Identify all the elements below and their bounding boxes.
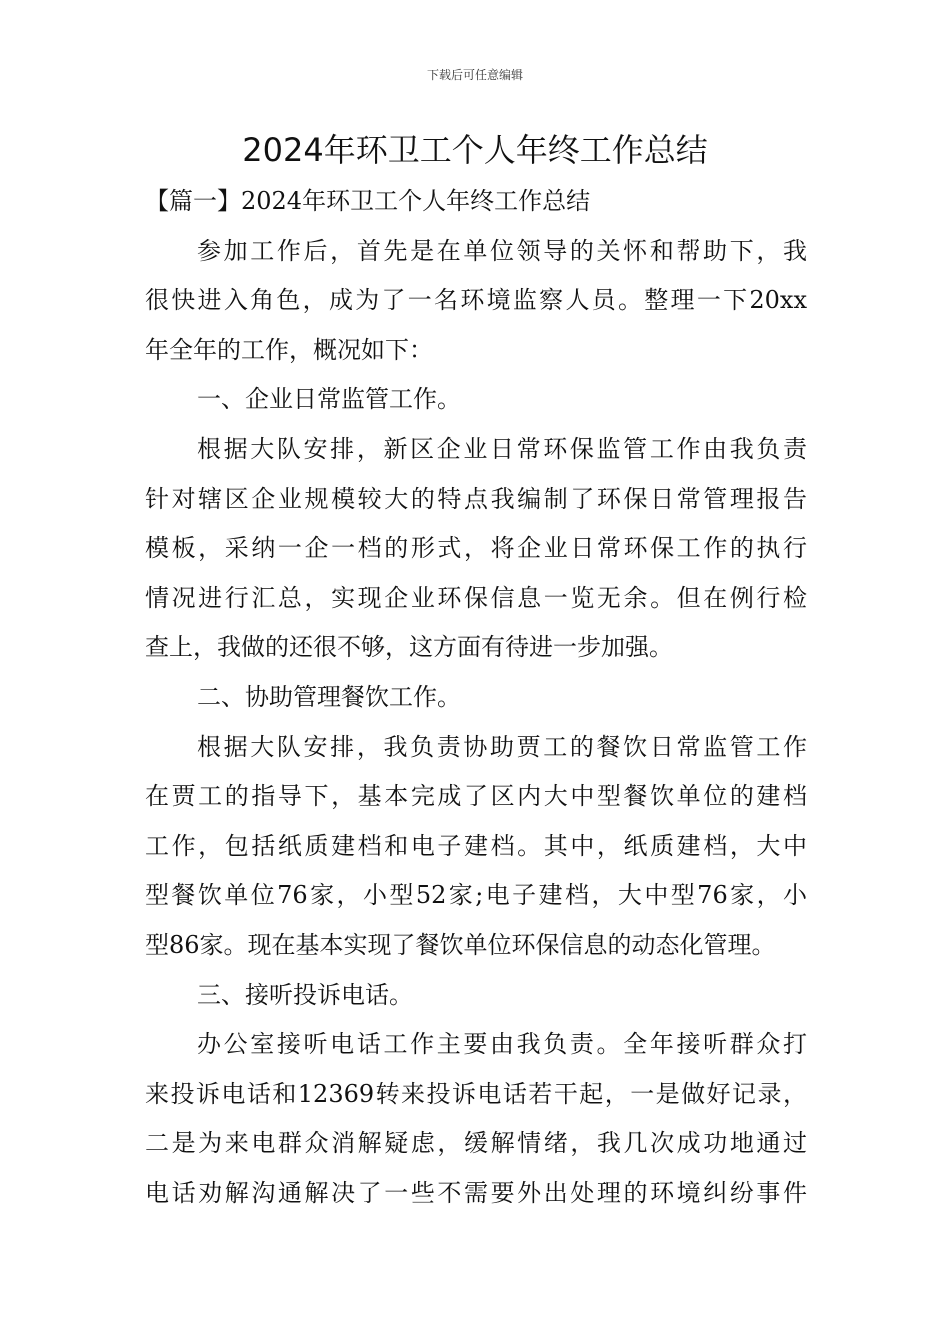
body-line: 在贾工的指导下，基本完成了区内大中型餐饮单位的建档 bbox=[145, 782, 807, 811]
document-title: 2024年环卫工个人年终工作总结 bbox=[242, 131, 708, 169]
body-line: 二、协助管理餐饮工作。 bbox=[197, 682, 461, 711]
body-line: 一、企业日常监管工作。 bbox=[197, 385, 461, 414]
body-line: 模板，采纳一企一档的形式，将企业日常环保工作的执行 bbox=[145, 534, 807, 563]
body-line: 根据大队安排，新区企业日常环保监管工作由我负责 bbox=[197, 434, 807, 463]
body-line: 来投诉电话和12369转来投诉电话若干起，一是做好记录， bbox=[145, 1079, 807, 1108]
body-line: 根据大队安排，我负责协助贾工的餐饮日常监管工作 bbox=[197, 732, 807, 761]
body-line: 三、接听投诉电话。 bbox=[197, 980, 413, 1009]
body-line: 年全年的工作，概况如下： bbox=[145, 335, 433, 364]
body-line: 电话劝解沟通解决了一些不需要外出处理的环境纠纷事件 bbox=[145, 1178, 807, 1207]
body-line: 型86家。现在基本实现了餐饮单位环保信息的动态化管理。 bbox=[145, 930, 776, 959]
body-line: 参加工作后，首先是在单位领导的关怀和帮助下，我 bbox=[197, 236, 807, 265]
document-body bbox=[145, 177, 807, 1218]
body-line: 二是为来电群众消解疑虑，缓解情绪，我几次成功地通过 bbox=[145, 1129, 807, 1158]
header-note: 下载后可任意编辑 bbox=[426, 68, 523, 82]
body-line: 办公室接听电话工作主要由我负责。全年接听群众打 bbox=[197, 1030, 807, 1059]
body-line: 查上，我做的还很不够，这方面有待进一步加强。 bbox=[145, 633, 673, 662]
body-line: 型餐饮单位76家，小型52家;电子建档，大中型76家，小 bbox=[145, 881, 807, 910]
body-line: 很快进入角色，成为了一名环境监察人员。整理一下20xx bbox=[145, 286, 807, 315]
body-line: 情况进行汇总，实现企业环保信息一览无余。但在例行检 bbox=[145, 583, 807, 612]
body-line: 针对辖区企业规模较大的特点我编制了环保日常管理报告 bbox=[145, 484, 807, 513]
body-line: 【篇一】2024年环卫工个人年终工作总结 bbox=[145, 187, 591, 215]
body-line: 工作，包括纸质建档和电子建档。其中，纸质建档，大中 bbox=[145, 831, 807, 860]
